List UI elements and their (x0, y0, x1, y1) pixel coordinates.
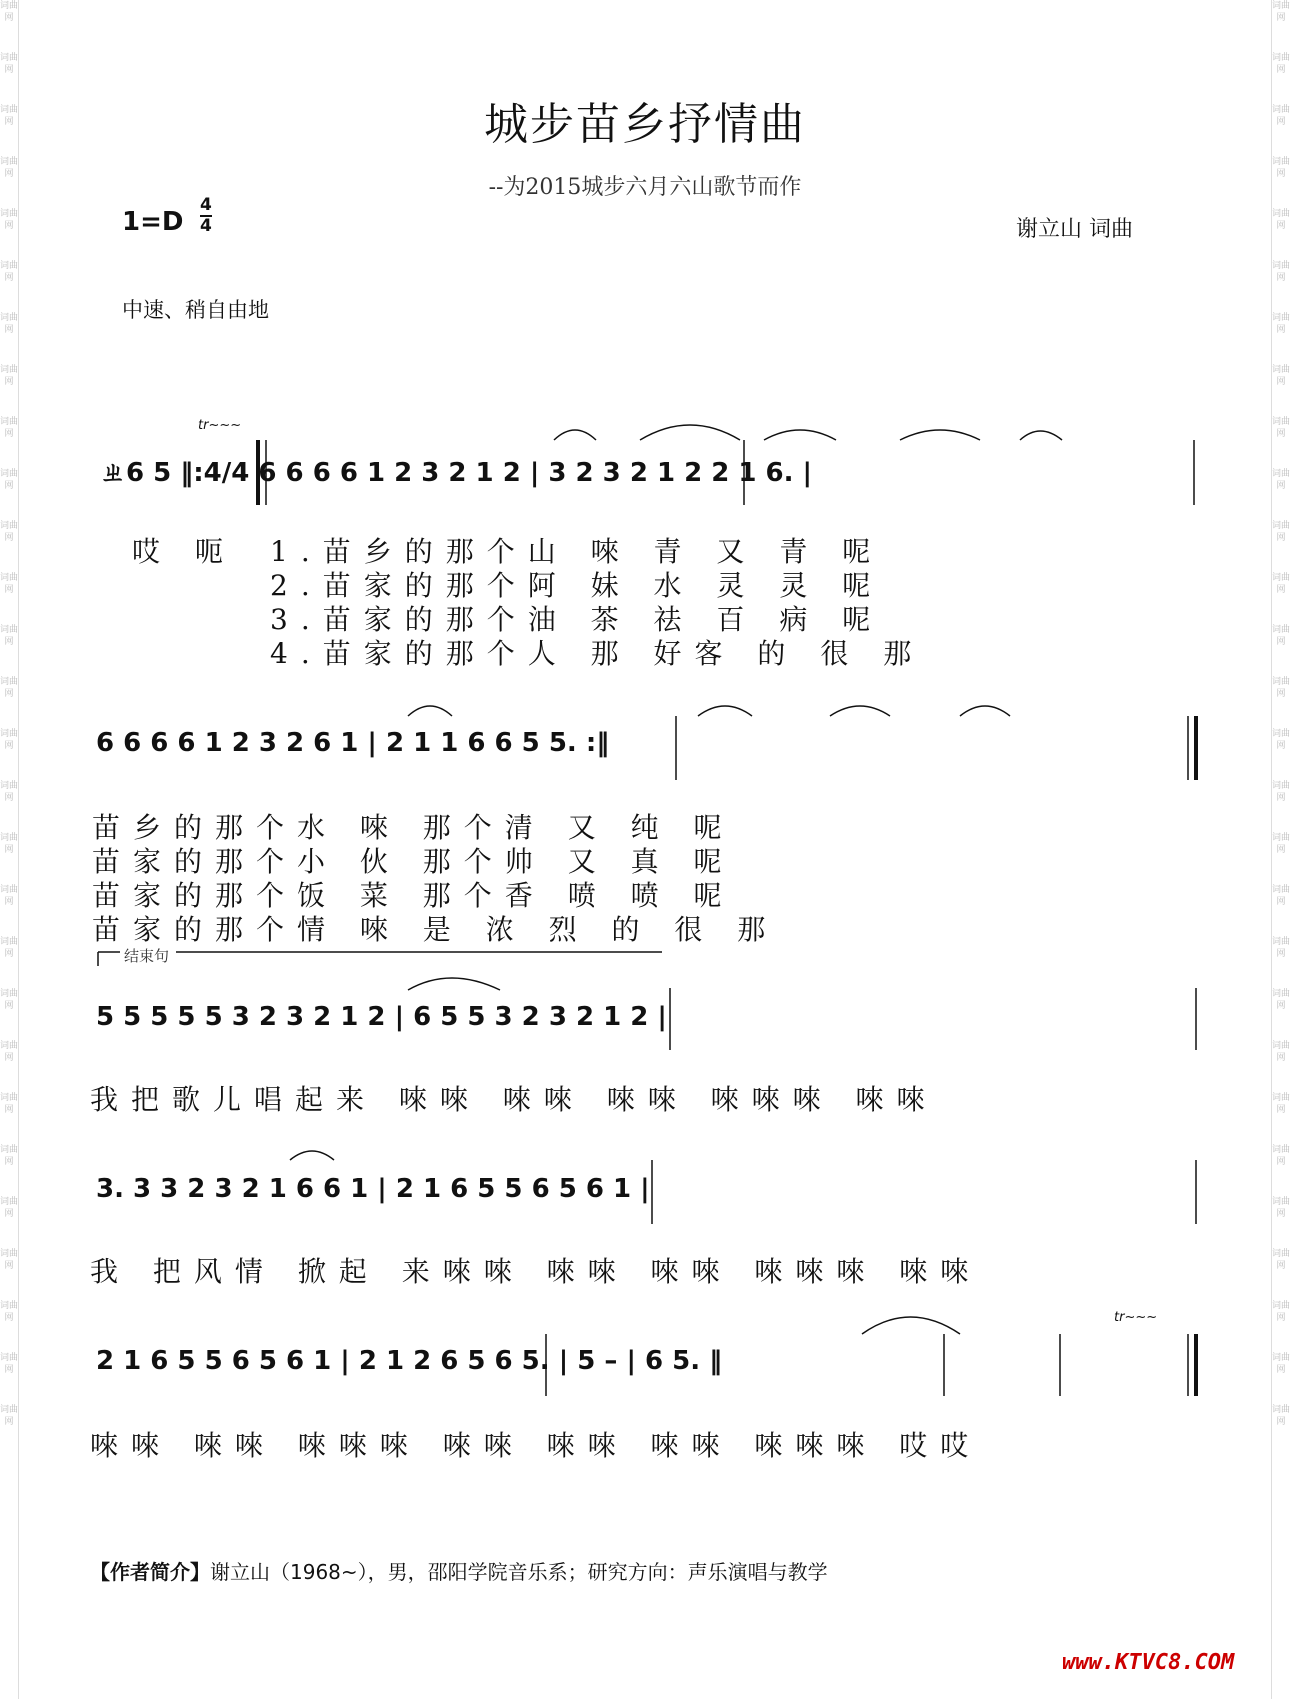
watermark-glyph: 词曲网 (0, 469, 19, 491)
watermark-glyph: 词曲网 (1272, 417, 1290, 439)
author-bio-text: 谢立山（1968~），男，邵阳学院音乐系；研究方向：声乐演唱与教学 (210, 1560, 828, 1584)
slur (554, 430, 596, 440)
watermark-glyph: 词曲网 (1272, 885, 1290, 907)
watermark-glyph: 词曲网 (1272, 1301, 1290, 1323)
trill-mark-end: tr~~~ (1114, 1310, 1158, 1325)
watermark-glyph: 词曲网 (0, 781, 19, 803)
lyrics-line: 1.苗乡的那个山 唻 青 又 青 呢 (270, 535, 884, 568)
slur (1020, 431, 1062, 440)
watermark-glyph: 词曲网 (0, 313, 19, 335)
notation-system-1: ㄓ6 5 ‖:4/4 6 6 6 6 1 2 3 2 1 2 | 3 2 3 2 1 2 2 1 6. | (100, 458, 813, 488)
lyrics-line: 苗家的那个饭 菜 那个香 喷 喷 呢 (92, 879, 735, 912)
watermark-glyph: 词曲网 (0, 1145, 19, 1167)
watermark-glyph: 词曲网 (1272, 157, 1290, 179)
watermark-glyph: 词曲网 (1272, 469, 1290, 491)
slur (960, 706, 1010, 716)
watermark-glyph: 词曲网 (1272, 365, 1290, 387)
watermark-glyph: 词曲网 (0, 417, 19, 439)
lyrics-line: 2.苗家的那个阿 妹 水 灵 灵 呢 (270, 569, 884, 602)
lyrics-line: 4.苗家的那个人 那 好客 的 很 那 (270, 637, 925, 670)
watermark-glyph: 词曲网 (1272, 677, 1290, 699)
watermark-glyph: 词曲网 (1272, 105, 1290, 127)
watermark-glyph: 词曲网 (1272, 729, 1290, 751)
watermark-glyph: 词曲网 (0, 157, 19, 179)
watermark-glyph: 词曲网 (0, 1301, 19, 1323)
watermark-glyph: 词曲网 (0, 833, 19, 855)
watermark-glyph: 词曲网 (1272, 521, 1290, 543)
slur (900, 430, 980, 440)
watermark-glyph: 词曲网 (0, 729, 19, 751)
lyrics-line: 苗家的那个情 唻 是 浓 烈 的 很 那 (92, 913, 779, 946)
watermark-glyph: 词曲网 (1272, 573, 1290, 595)
notation-system-5: 2 1 6 5 5 6 5 6 1 | 2 1 2 6 5 6 5. | 5 – | 6 5. ‖ (96, 1346, 723, 1376)
slur (830, 706, 890, 716)
slur (698, 706, 752, 716)
watermark-glyph: 词曲网 (0, 105, 19, 127)
watermark-glyph: 词曲网 (0, 1093, 19, 1115)
watermark-glyph: 词曲网 (0, 365, 19, 387)
lyrics-line: 3.苗家的那个油 茶 祛 百 病 呢 (270, 603, 884, 636)
watermark-glyph: 词曲网 (0, 1197, 19, 1219)
watermark-glyph: 词曲网 (1272, 1353, 1290, 1375)
watermark-glyph: 词曲网 (1272, 209, 1290, 231)
ending-label: 结束句 (124, 947, 170, 965)
watermark-glyph: 词曲网 (0, 625, 19, 647)
site-watermark: www.KTVC8.COM (1062, 1650, 1235, 1675)
watermark-glyph: 词曲网 (1272, 781, 1290, 803)
watermark-glyph: 词曲网 (1272, 53, 1290, 75)
watermark-glyph: 词曲网 (0, 573, 19, 595)
slur (408, 706, 452, 716)
lyrics-line: 唻唻 唻唻 唻唻唻 唻唻 唻唻 唻唻 唻唻唻 哎哎 (90, 1429, 982, 1462)
watermark-glyph: 词曲网 (0, 885, 19, 907)
time-sig-top: 4 (200, 195, 212, 215)
watermark-glyph: 词曲网 (1272, 937, 1290, 959)
watermark-glyph: 词曲网 (1272, 1093, 1290, 1115)
watermark-glyph: 词曲网 (1272, 1, 1290, 23)
watermark-glyph: 词曲网 (1272, 261, 1290, 283)
time-sig-bottom: 4 (200, 216, 212, 236)
watermark-glyph: 词曲网 (1272, 1197, 1290, 1219)
tempo-marking: 中速、稍自由地 (122, 298, 269, 322)
lyrics-line: 苗乡的那个水 唻 那个清 又 纯 呢 (92, 811, 735, 844)
lyrics-line: 我把歌儿唱起来 唻唻 唻唻 唻唻 唻唻唻 唻唻 (90, 1083, 938, 1116)
author-bio-label: 【作者简介】 (90, 1560, 210, 1584)
lyrics-intro: 哎 呃 (132, 535, 236, 568)
lyrics-line: 我 把风情 掀起 来唻唻 唻唻 唻唻 唻唻唻 唻唻 (90, 1255, 982, 1288)
watermark-glyph: 词曲网 (0, 1249, 19, 1271)
watermark-glyph: 词曲网 (1272, 1041, 1290, 1063)
watermark-glyph: 词曲网 (0, 521, 19, 543)
composer-credit: 谢立山 词曲 (1016, 217, 1133, 242)
slur (764, 430, 836, 440)
watermark-glyph: 词曲网 (0, 1353, 19, 1375)
watermark-glyph: 词曲网 (0, 1, 19, 23)
key-signature: 1=D (122, 207, 184, 237)
watermark-glyph: 词曲网 (0, 989, 19, 1011)
watermark-glyph: 词曲网 (0, 53, 19, 75)
watermark-glyph: 词曲网 (0, 677, 19, 699)
notation-system-3: 5 5 5 5 5 3 2 3 2 1 2 | 6 5 5 3 2 3 2 1 2 | (96, 1002, 667, 1032)
watermark-glyph: 词曲网 (1272, 1249, 1290, 1271)
watermark-glyph: 词曲网 (1272, 625, 1290, 647)
watermark-glyph: 词曲网 (0, 937, 19, 959)
watermark-glyph: 词曲网 (1272, 313, 1290, 335)
notation-system-4: 3. 3 3 2 3 2 1 6 6 1 | 2 1 6 5 5 6 5 6 1 | (96, 1174, 650, 1204)
watermark-glyph: 词曲网 (1272, 1145, 1290, 1167)
watermark-glyph: 词曲网 (1272, 989, 1290, 1011)
watermark-glyph: 词曲网 (0, 209, 19, 231)
watermark-glyph: 词曲网 (0, 1405, 19, 1427)
slur (408, 978, 500, 990)
trill-mark: tr~~~ (198, 418, 242, 433)
watermark-glyph: 词曲网 (0, 261, 19, 283)
notation-system-2: 6 6 6 6 1 2 3 2 6 1 | 2 1 1 6 6 5 5. :‖ (96, 728, 610, 758)
slur (640, 425, 740, 440)
watermark-glyph: 词曲网 (0, 1041, 19, 1063)
song-title: 城步苗乡抒情曲 (484, 99, 806, 150)
slur (290, 1151, 334, 1160)
slur (862, 1317, 960, 1334)
lyrics-line: 苗家的那个小 伙 那个帅 又 真 呢 (92, 845, 735, 878)
watermark-glyph: 词曲网 (1272, 833, 1290, 855)
watermark-glyph: 词曲网 (1272, 1405, 1290, 1427)
song-subtitle: --为2015城步六月六山歌节而作 (488, 175, 802, 200)
